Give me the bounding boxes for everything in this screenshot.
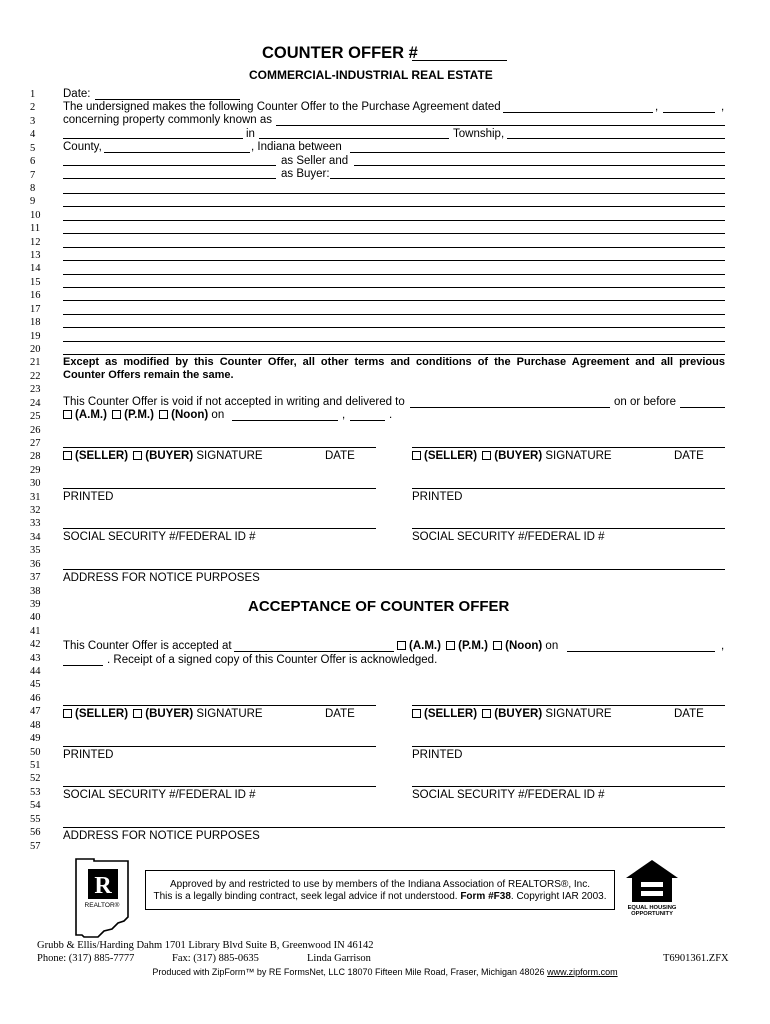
comma: , bbox=[721, 101, 725, 113]
line-number: 53 bbox=[30, 786, 41, 798]
blank-line[interactable] bbox=[63, 327, 725, 328]
printed-label: PRINTED bbox=[412, 490, 463, 503]
line-number: 3 bbox=[30, 115, 36, 127]
line-number: 31 bbox=[30, 491, 41, 503]
date-label: DATE bbox=[674, 450, 704, 462]
line-number: 15 bbox=[30, 276, 41, 288]
buyer-name-field[interactable] bbox=[63, 178, 276, 179]
signature-line[interactable] bbox=[412, 447, 725, 448]
ssn-label: SOCIAL SECURITY #/FEDERAL ID # bbox=[412, 531, 605, 544]
printed-name-line[interactable] bbox=[412, 488, 725, 489]
indiana-between-label: , Indiana between bbox=[251, 141, 342, 153]
line-number: 44 bbox=[30, 666, 41, 678]
line-number: 42 bbox=[30, 639, 41, 651]
phone: Phone: (317) 885-7777 bbox=[37, 953, 135, 964]
period: . bbox=[389, 409, 393, 421]
accept-time-options: (A.M.) (P.M.) (Noon) on bbox=[397, 640, 558, 653]
am-checkbox[interactable] bbox=[397, 641, 406, 650]
as-seller-label: as Seller and bbox=[281, 155, 349, 167]
line-number: 56 bbox=[30, 827, 41, 839]
ssn-line[interactable] bbox=[63, 786, 376, 787]
in-label: in bbox=[246, 128, 255, 140]
line-number: 2 bbox=[30, 102, 36, 114]
void-time-options: (A.M.) (P.M.) (Noon) on bbox=[63, 409, 224, 422]
seller-checkbox[interactable] bbox=[63, 451, 72, 460]
line2-text: The undersigned makes the following Counter Offer to the Purchase Agreement dated bbox=[63, 101, 501, 113]
line-number: 50 bbox=[30, 746, 41, 758]
line-number: 47 bbox=[30, 706, 41, 718]
line-number: 19 bbox=[30, 330, 41, 342]
accepted-year-field[interactable] bbox=[63, 665, 103, 666]
printed-name-line[interactable] bbox=[63, 488, 376, 489]
equal-housing-opportunity-icon bbox=[624, 858, 680, 916]
as-buyer-label: as Buyer: bbox=[281, 168, 330, 180]
signature-line[interactable] bbox=[63, 447, 376, 448]
signature-label: (SELLER) (BUYER) SIGNATURE bbox=[412, 450, 612, 463]
indiana-realtor-logo bbox=[72, 857, 132, 939]
line-number: 9 bbox=[30, 196, 36, 208]
line-number: 17 bbox=[30, 303, 41, 315]
deadline-year-field[interactable] bbox=[350, 420, 385, 421]
blank-line[interactable] bbox=[63, 341, 725, 342]
printed-label: PRINTED bbox=[412, 748, 463, 761]
address-line[interactable] bbox=[63, 827, 725, 828]
line-number: 49 bbox=[30, 733, 41, 745]
seller-checkbox[interactable] bbox=[412, 451, 421, 460]
form-subtitle: COMMERCIAL-INDUSTRIAL REAL ESTATE bbox=[249, 68, 493, 82]
line-number: 52 bbox=[30, 773, 41, 785]
deadline-time-field[interactable] bbox=[680, 407, 725, 408]
line-number: 5 bbox=[30, 142, 36, 154]
seller-name-continued-field[interactable] bbox=[354, 165, 725, 166]
line-number: 25 bbox=[30, 411, 41, 423]
blank-line[interactable] bbox=[63, 354, 725, 355]
township-extra-field[interactable] bbox=[507, 138, 725, 139]
line-number: 14 bbox=[30, 263, 41, 275]
accepted-time-field[interactable] bbox=[234, 651, 394, 652]
svg-text:REALTOR®: REALTOR® bbox=[84, 902, 120, 909]
county-label: County, bbox=[63, 141, 102, 153]
comma: , bbox=[721, 640, 725, 652]
signature-label: (SELLER) (BUYER) SIGNATURE bbox=[412, 708, 612, 721]
line-number: 26 bbox=[30, 424, 41, 436]
company-line: Grubb & Ellis/Harding Dahm 1701 Library Blvd Suite B, Greenwood IN 46142 bbox=[37, 940, 374, 951]
line-number: 24 bbox=[30, 397, 41, 409]
ssn-line[interactable] bbox=[412, 786, 725, 787]
date-field[interactable] bbox=[95, 99, 240, 100]
property-city-field[interactable] bbox=[63, 138, 243, 139]
ssn-line[interactable] bbox=[412, 528, 725, 529]
buyer-checkbox[interactable] bbox=[133, 451, 142, 460]
line-number: 1 bbox=[30, 89, 36, 100]
date-label: DATE bbox=[674, 708, 704, 720]
deliver-to-field[interactable] bbox=[410, 407, 610, 408]
approval-line1: Approved by and restricted to use by members of the Indiana Association of REALTORS®, Inc. bbox=[170, 879, 590, 890]
line-number: 13 bbox=[30, 250, 41, 262]
svg-text:OPPORTUNITY: OPPORTUNITY bbox=[631, 911, 673, 916]
approval-box bbox=[145, 870, 615, 910]
except-text-line1: Except as modified by this Counter Offer, all other terms and conditions of the Purchase Agreement and all previous bbox=[63, 356, 725, 368]
blank-line[interactable] bbox=[63, 206, 725, 207]
blank-line[interactable] bbox=[63, 220, 725, 221]
line-number: 51 bbox=[30, 760, 41, 771]
on-or-before-label: on or before bbox=[614, 396, 677, 408]
blank-line[interactable] bbox=[63, 314, 725, 315]
pm-checkbox[interactable] bbox=[446, 641, 455, 650]
blank-line[interactable] bbox=[63, 300, 725, 301]
fax: Fax: (317) 885-0635 bbox=[172, 953, 259, 964]
noon-checkbox[interactable] bbox=[159, 410, 168, 419]
svg-text:R: R bbox=[94, 873, 112, 899]
deadline-date-field[interactable] bbox=[232, 420, 338, 421]
line-number: 39 bbox=[30, 598, 41, 610]
ssn-label: SOCIAL SECURITY #/FEDERAL ID # bbox=[63, 531, 256, 544]
buyer-checkbox[interactable] bbox=[482, 709, 491, 718]
line-number: 45 bbox=[30, 679, 41, 691]
comma: , bbox=[655, 101, 659, 113]
township-field[interactable] bbox=[259, 138, 449, 139]
buyer-checkbox[interactable] bbox=[133, 709, 142, 718]
line-number: 21 bbox=[30, 357, 41, 369]
line-number: 41 bbox=[30, 625, 41, 637]
line-number: 28 bbox=[30, 451, 41, 463]
ssn-label: SOCIAL SECURITY #/FEDERAL ID # bbox=[412, 789, 605, 802]
printed-label: PRINTED bbox=[63, 490, 114, 503]
line-number: 6 bbox=[30, 156, 36, 168]
line-number: 7 bbox=[30, 169, 36, 181]
purchase-agreement-date-field[interactable] bbox=[503, 112, 653, 113]
pm-checkbox[interactable] bbox=[112, 410, 121, 419]
blank-line[interactable] bbox=[63, 233, 725, 234]
blank-line[interactable] bbox=[63, 247, 725, 248]
line-number: 30 bbox=[30, 478, 41, 490]
signature-label: (SELLER) (BUYER) SIGNATURE bbox=[63, 450, 263, 463]
line-number: 43 bbox=[30, 652, 41, 664]
line-number: 8 bbox=[30, 182, 36, 194]
line-number: 57 bbox=[30, 840, 41, 852]
blank-line[interactable] bbox=[63, 193, 725, 194]
county-field[interactable] bbox=[104, 152, 250, 153]
signature-label: (SELLER) (BUYER) SIGNATURE bbox=[63, 708, 263, 721]
property-address-field[interactable] bbox=[276, 125, 725, 126]
accepted-at-text: This Counter Offer is accepted at bbox=[63, 640, 232, 652]
line-number: 10 bbox=[30, 209, 41, 221]
acceptance-heading: ACCEPTANCE OF COUNTER OFFER bbox=[248, 598, 510, 615]
line-number: 22 bbox=[30, 370, 41, 382]
line-number: 23 bbox=[30, 384, 41, 396]
line-number: 48 bbox=[30, 719, 41, 731]
seller-name-field[interactable] bbox=[63, 165, 276, 166]
date-label: DATE bbox=[325, 708, 355, 720]
seller-checkbox[interactable] bbox=[63, 709, 72, 718]
line-number: 20 bbox=[30, 343, 41, 355]
seller-checkbox[interactable] bbox=[412, 709, 421, 718]
line-number: 46 bbox=[30, 692, 41, 704]
except-text-line2: Counter Offers remain the same. bbox=[63, 369, 234, 381]
produced-with-line: Produced with ZipForm™ by RE FormsNet, LLC 18070 Fifteen Mile Road, Fraser, Michigan 48026 www.zipform.com bbox=[152, 967, 618, 977]
party-field[interactable] bbox=[350, 152, 725, 153]
line-number: 34 bbox=[30, 531, 41, 543]
line-number: 36 bbox=[30, 558, 41, 570]
line-number: 35 bbox=[30, 545, 41, 557]
line-number: 27 bbox=[30, 437, 41, 449]
ssn-line[interactable] bbox=[63, 528, 376, 529]
line-number: 38 bbox=[30, 585, 41, 597]
receipt-text: . Receipt of a signed copy of this Counter Offer is acknowledged. bbox=[107, 654, 438, 666]
form-title: COUNTER OFFER # bbox=[262, 44, 418, 62]
line-number: 11 bbox=[30, 223, 41, 235]
purchase-agreement-year-field[interactable] bbox=[663, 112, 715, 113]
line3-text: concerning property commonly known as bbox=[63, 114, 273, 126]
accepted-date-field[interactable] bbox=[567, 651, 715, 652]
file-code: T6901361.ZFX bbox=[663, 953, 729, 964]
ssn-label: SOCIAL SECURITY #/FEDERAL ID # bbox=[63, 789, 256, 802]
line-number: 16 bbox=[30, 290, 41, 302]
blank-line[interactable] bbox=[63, 274, 725, 275]
line-number: 37 bbox=[30, 572, 41, 584]
line-number: 4 bbox=[30, 129, 36, 141]
buyer-checkbox[interactable] bbox=[482, 451, 491, 460]
address-label: ADDRESS FOR NOTICE PURPOSES bbox=[63, 829, 260, 842]
date-label: Date: bbox=[63, 88, 91, 100]
blank-line[interactable] bbox=[63, 287, 725, 288]
line-number: 40 bbox=[30, 612, 41, 624]
svg-text:EQUAL HOUSING: EQUAL HOUSING bbox=[627, 905, 677, 911]
comma: , bbox=[342, 409, 346, 421]
township-label: Township, bbox=[453, 128, 505, 140]
zipform-link[interactable]: www.zipform.com bbox=[547, 967, 618, 977]
blank-line[interactable] bbox=[63, 260, 725, 261]
am-checkbox[interactable] bbox=[63, 410, 72, 419]
printed-name-line[interactable] bbox=[412, 746, 725, 747]
buyer-name-continued-field[interactable] bbox=[330, 178, 725, 179]
agent-name: Linda Garrison bbox=[307, 953, 371, 964]
noon-checkbox[interactable] bbox=[493, 641, 502, 650]
line-number: 18 bbox=[30, 317, 41, 329]
line-number: 33 bbox=[30, 518, 41, 530]
printed-label: PRINTED bbox=[63, 748, 114, 761]
line-number: 32 bbox=[30, 505, 41, 517]
counter-offer-number-field[interactable] bbox=[412, 60, 507, 61]
signature-line[interactable] bbox=[63, 705, 376, 706]
line-number: 54 bbox=[30, 800, 41, 812]
line-number: 29 bbox=[30, 464, 41, 476]
signature-line[interactable] bbox=[412, 705, 725, 706]
line-number: 12 bbox=[30, 236, 41, 248]
date-label: DATE bbox=[325, 450, 355, 462]
printed-name-line[interactable] bbox=[63, 746, 376, 747]
address-label: ADDRESS FOR NOTICE PURPOSES bbox=[63, 571, 260, 584]
line-number: 55 bbox=[30, 813, 41, 825]
void-text: This Counter Offer is void if not accepted in writing and delivered to bbox=[63, 396, 405, 408]
approval-line2: This is a legally binding contract, seek legal advice if not understood. Form #F38. Copyright IAR 2003. bbox=[153, 891, 607, 902]
address-line[interactable] bbox=[63, 569, 725, 570]
